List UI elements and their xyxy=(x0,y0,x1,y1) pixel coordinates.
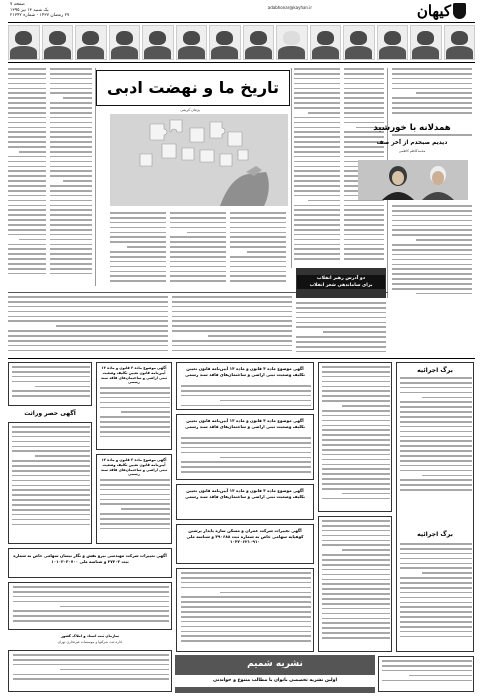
portrait-thumb xyxy=(42,25,74,60)
poet-name: محمدکاظم کاظمی xyxy=(398,149,426,153)
text-column xyxy=(392,68,472,118)
ads-column xyxy=(318,362,392,512)
page-number: صفحه ۷ xyxy=(10,2,25,7)
ad-block xyxy=(96,454,172,544)
text-column xyxy=(172,296,292,356)
portrait-thumb xyxy=(343,25,375,60)
text-column xyxy=(8,68,46,288)
hamdelaneh-title: همدلانه با خورشید xyxy=(373,123,451,133)
addresses-title-box xyxy=(296,268,386,298)
date-persian: یک شنبه ۱۳ تیر ۱۳۹۵ xyxy=(10,7,49,13)
ad-title: آگهی موضوع ماده ۳ قانون و ماده ۱۳ آیین‌نامه قانون تعیین تکلیف وضعیت ثبتی اراضی و ساختمان‌های فاقد سند رسمی xyxy=(185,418,305,429)
addresses-title-line1: دو آدرس رهبر انقلاب xyxy=(297,275,385,282)
text-column xyxy=(110,212,166,288)
ads-column-right xyxy=(396,362,474,652)
portrait-thumb xyxy=(109,25,141,60)
portrait-thumb xyxy=(209,25,241,60)
newspaper-logo xyxy=(400,2,466,20)
ad-block xyxy=(8,582,172,630)
ad-block xyxy=(176,414,314,480)
logo-text: کیهان xyxy=(416,1,451,20)
ad-block xyxy=(378,656,474,692)
ad-block xyxy=(8,650,172,692)
center-ad-title: آگهی تغییرات شرکت عمران و مسکن سازه پایدار پرشین کوهپایه سهامی خاص به شماره ثبت ۴۹۰۶۸۸ و شناسه ملی ۱۰۳۲۰۶۲۱۰۹۱۰ xyxy=(186,528,304,545)
ad-block xyxy=(96,362,172,450)
portrait-thumb xyxy=(243,25,275,60)
masthead xyxy=(0,0,482,22)
left-ad-title: آگهی تغییرات شرکت مهندسی نیرو نقش و نگار نیسان سهامی خاص به شماره ثبت ۲۷۴۰۳ و شناسه ملی ۱۰۱۰۳۰۳۰۷۰۰ xyxy=(13,553,167,564)
ad-heading: برگ اجرائیه xyxy=(417,367,453,374)
page-info xyxy=(10,2,69,19)
banner-subtitle: اولین نشریه تخصصی بانوان با مطالب متنوع و خواندنی xyxy=(175,675,375,687)
main-article-title: تاریخ ما و نهضت ادبی xyxy=(106,78,280,97)
portrait-thumb xyxy=(8,25,40,60)
portrait-thumb xyxy=(75,25,107,60)
text-column xyxy=(8,296,168,356)
text-column xyxy=(50,68,92,288)
ad-title: آگهی موضوع ماده ۳ قانون و ماده ۱۳ آیین‌نامه قانون تعیین تکلیف وضعیت ثبتی اراضی و ساختمان‌های فاقد سند رسمی xyxy=(185,488,305,499)
text-column xyxy=(294,68,340,268)
text-column xyxy=(296,302,386,356)
bottom-banner xyxy=(175,655,375,693)
portrait-thumb xyxy=(142,25,174,60)
ads-column xyxy=(318,516,392,652)
banner-title: نشریه شمیم xyxy=(247,659,303,669)
text-column xyxy=(230,212,286,288)
ad-block-left xyxy=(8,548,172,578)
portrait-thumb xyxy=(276,25,308,60)
logo-emblem-icon xyxy=(453,3,466,19)
ad-block xyxy=(8,362,92,406)
leaders-photo xyxy=(358,160,468,200)
ad-block xyxy=(176,484,314,520)
ad-title: آگهی موضوع ماده ۳ قانون و ماده ۱۳ آیین‌نامه قانون تعیین تکلیف وضعیت ثبتی اراضی و ساختمان‌های فاقد سند رسمی xyxy=(100,366,168,385)
portrait-strip xyxy=(8,25,475,60)
inheritance-ad-heading: آگهی حصر وراثت xyxy=(24,410,76,417)
ad-title: آگهی موضوع ماده ۳ قانون و ماده ۱۳ آیین‌نامه قانون تعیین تکلیف وضعیت ثبتی اراضی و ساختمان‌های فاقد سند رسمی xyxy=(100,458,168,477)
section-email[interactable]: adabhonar@kayhan.ir xyxy=(267,5,312,10)
ad-block-center xyxy=(176,524,314,564)
main-article-author: پژمان کریمی xyxy=(180,108,200,112)
poem-title: دیدیم صبحدم از آخر صف xyxy=(376,140,448,146)
registry-office: سازمان ثبت اسناد و املاک کشور xyxy=(60,634,120,638)
addresses-title-line2: برای ساماندهی شعر انقلاب xyxy=(297,282,385,289)
ad-block xyxy=(176,568,314,652)
ad-heading-2: برگ اجرائیه xyxy=(417,531,453,538)
ad-title: آگهی موضوع ماده ۳ قانون و ماده ۱۳ آیین‌نامه قانون تعیین تکلیف وضعیت ثبتی اراضی و ساختمان‌های فاقد سند رسمی xyxy=(185,366,305,377)
registry-sub: اداره ثبت شرکتها و موسسات غیرتجاری تهران xyxy=(57,640,123,644)
ad-block xyxy=(8,422,92,544)
portrait-thumb xyxy=(176,25,208,60)
portrait-thumb xyxy=(410,25,442,60)
portrait-thumb xyxy=(444,25,476,60)
main-article-title-box xyxy=(96,70,290,106)
portrait-thumb xyxy=(377,25,409,60)
puzzle-photo xyxy=(110,114,288,206)
text-column xyxy=(392,205,472,300)
ad-block xyxy=(176,362,314,410)
text-column xyxy=(170,212,226,288)
portrait-thumb xyxy=(310,25,342,60)
date-issue: ۲۷ رمضان ۱۴۳۷ - شماره ۲۱۳۴۲ xyxy=(10,13,70,19)
